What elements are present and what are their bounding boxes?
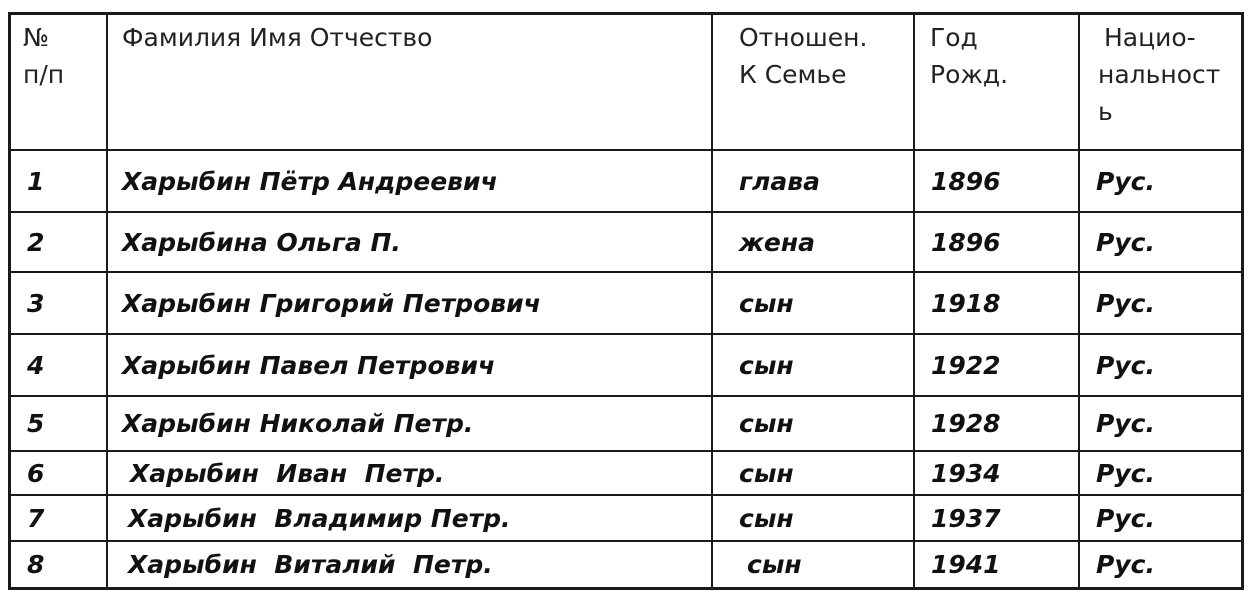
- header-number-line2: п/п: [23, 60, 65, 89]
- row-nationality: Рус.: [1096, 288, 1155, 318]
- header-full-name: [108, 15, 713, 149]
- row-relation: сын: [713, 397, 915, 450]
- row-birth-year: 1896: [915, 151, 1080, 211]
- header-nationality: [1080, 15, 1241, 149]
- row-relation: сын: [713, 273, 915, 333]
- header-number-line1: №: [23, 23, 50, 52]
- row-birth-year: 1918: [915, 273, 1080, 333]
- row-nationality: Рус.: [1096, 350, 1155, 380]
- row-birth-year: 1922: [915, 335, 1080, 395]
- header-relation-line2: К Семье: [739, 60, 847, 89]
- table-row: [11, 273, 1241, 335]
- row-nationality: Рус.: [1096, 409, 1155, 438]
- row-number: 7: [11, 496, 108, 540]
- table-row: [11, 397, 1241, 452]
- row-nationality: Рус.: [1096, 503, 1155, 533]
- header-birth-year: [915, 15, 1080, 149]
- family-table: [8, 12, 1244, 590]
- header-nationality-line1: Нацио-: [1104, 23, 1196, 52]
- row-full-name: Харыбин Пётр Андреевич: [108, 151, 713, 211]
- header-relation: [713, 15, 915, 149]
- row-number: 4: [11, 335, 108, 395]
- table-row: [11, 452, 1241, 496]
- row-birth-year: 1896: [915, 213, 1080, 271]
- table-row: [11, 542, 1241, 587]
- row-number: 6: [11, 452, 108, 494]
- row-birth-year: 1928: [915, 397, 1080, 450]
- row-full-name: Харыбин Виталий Петр.: [108, 542, 713, 587]
- row-relation: глава: [713, 151, 915, 211]
- row-relation: сын: [713, 335, 915, 395]
- table-row: [11, 213, 1241, 273]
- row-birth-year: 1934: [915, 452, 1080, 494]
- row-birth-year: 1937: [915, 496, 1080, 540]
- row-number: 1: [11, 151, 108, 211]
- row-number: 5: [11, 397, 108, 450]
- header-nationality-line3: ь: [1098, 97, 1113, 126]
- row-nationality: Рус.: [1096, 458, 1155, 488]
- header-birth-year-line2: Рожд.: [930, 60, 1009, 89]
- row-relation: сын: [713, 542, 915, 587]
- header-number: [11, 15, 108, 149]
- row-full-name: Харыбин Владимир Петр.: [108, 496, 713, 540]
- row-number: 3: [11, 273, 108, 333]
- row-relation: жена: [713, 213, 915, 271]
- row-full-name: Харыбин Николай Петр.: [108, 397, 713, 450]
- header-full-name-label: Фамилия Имя Отчество: [122, 23, 433, 52]
- row-relation: сын: [713, 452, 915, 494]
- row-full-name: Харыбин Григорий Петрович: [108, 273, 713, 333]
- row-nationality: Рус.: [1096, 550, 1155, 579]
- table-row: [11, 496, 1241, 542]
- row-full-name: Харыбин Павел Петрович: [108, 335, 713, 395]
- row-number: 2: [11, 213, 108, 271]
- row-relation: сын: [713, 496, 915, 540]
- table-row: [11, 151, 1241, 213]
- row-nationality: Рус.: [1096, 227, 1155, 257]
- header-birth-year-line1: Год: [930, 23, 978, 52]
- row-full-name: Харыбин Иван Петр.: [108, 452, 713, 494]
- table-header-row: [11, 15, 1241, 151]
- header-nationality-line2: нальност: [1098, 60, 1221, 89]
- header-relation-line1: Отношен.: [739, 23, 868, 52]
- row-nationality: Рус.: [1096, 166, 1155, 196]
- table-row: [11, 335, 1241, 397]
- row-full-name: Харыбина Ольга П.: [108, 213, 713, 271]
- row-birth-year: 1941: [915, 542, 1080, 587]
- row-number: 8: [11, 542, 108, 587]
